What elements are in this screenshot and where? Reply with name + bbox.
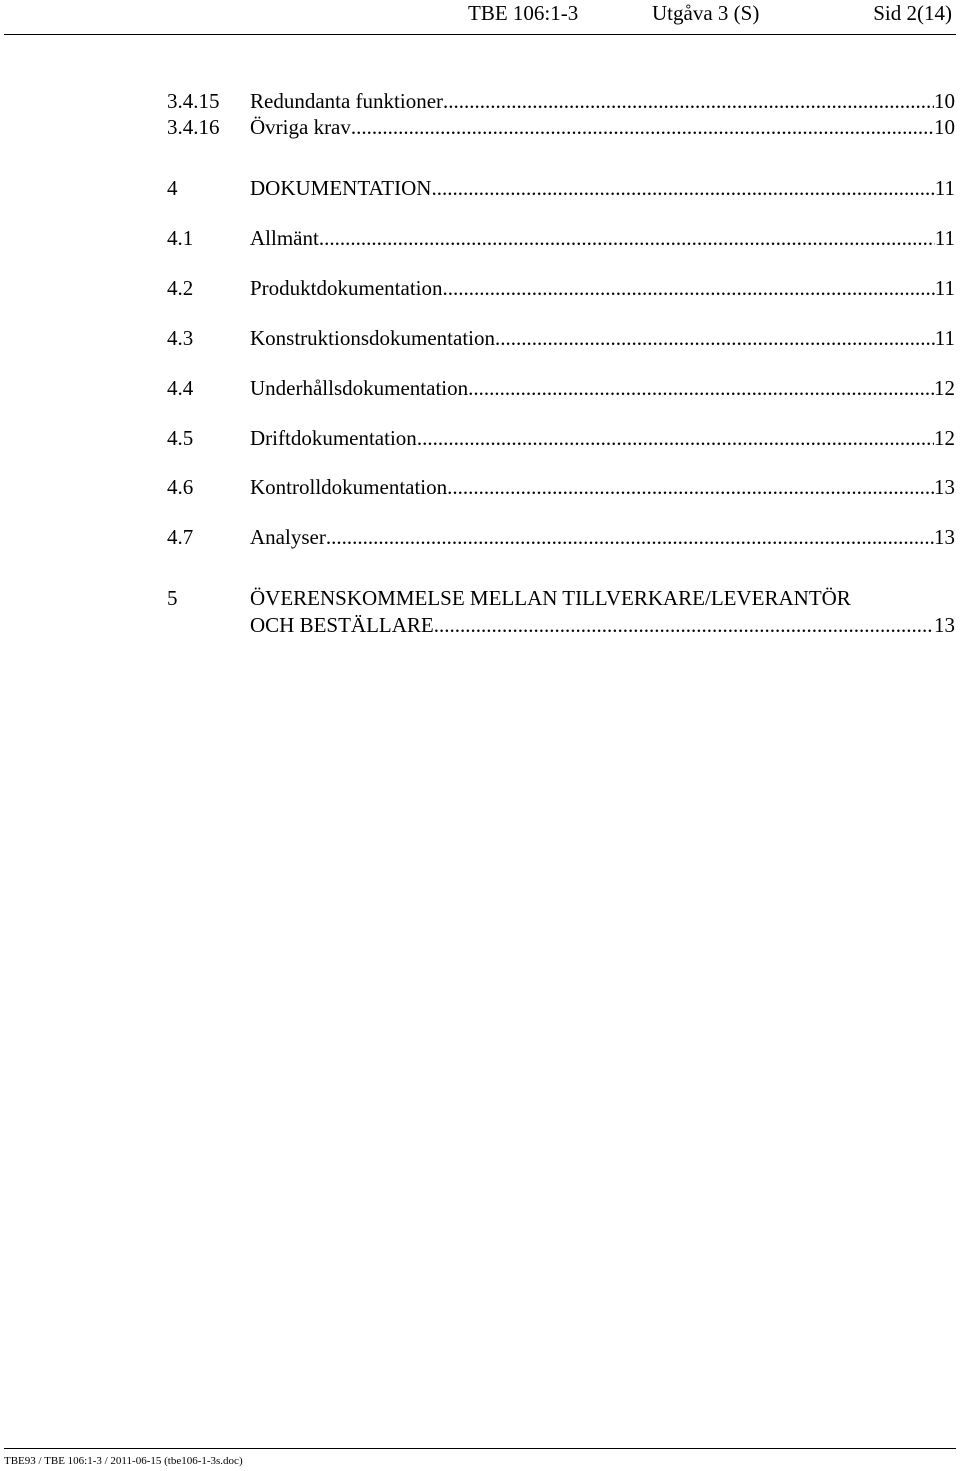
dot-leader — [443, 275, 935, 301]
toc-entry-page: 13 — [934, 613, 955, 637]
page-footer — [0, 1448, 960, 1471]
toc-entry-title: Konstruktionsdokumentation — [250, 326, 495, 350]
toc-entry-page: 11 — [934, 226, 955, 250]
toc-entry-number: 4.3 — [167, 326, 194, 350]
toc-entry-number: 4.6 — [167, 475, 194, 499]
toc-entry-4-4[interactable] — [167, 375, 955, 401]
toc-entry-title-line1: ÖVERENSKOMMELSE MELLAN TILLVERKARE/LEVERANTÖR — [250, 586, 851, 610]
page-number: Sid 2(14) — [873, 1, 952, 25]
toc-entry-4[interactable] — [167, 175, 955, 201]
toc-entry-title: Allmänt — [250, 226, 319, 250]
toc-entry-title: Driftdokumentation — [250, 426, 417, 450]
dot-leader — [443, 88, 934, 114]
dot-leader — [495, 325, 935, 351]
footer-divider — [4, 1448, 956, 1449]
toc-entry-title: DOKUMENTATION — [250, 176, 432, 200]
toc-entry-3-4-15[interactable] — [167, 88, 955, 114]
toc-entry-page: 10 — [934, 115, 955, 139]
toc-entry-4-2[interactable] — [167, 275, 955, 301]
toc-entry-page: 11 — [934, 276, 955, 300]
dot-leader — [319, 225, 935, 251]
toc-entry-page: 12 — [934, 376, 955, 400]
toc-entry-page: 13 — [934, 475, 955, 499]
dot-leader — [326, 524, 934, 550]
toc-entry-4-5[interactable] — [167, 425, 955, 451]
toc-entry-number: 5 — [167, 586, 178, 610]
toc-entry-title: Underhållsdokumentation — [250, 376, 469, 400]
dot-leader — [468, 375, 934, 401]
dot-leader — [431, 175, 934, 201]
toc-entry-page: 10 — [934, 89, 955, 113]
toc-entry-number: 4.2 — [167, 276, 194, 300]
dot-leader — [417, 425, 934, 451]
toc-entry-4-7[interactable] — [167, 524, 955, 550]
dot-leader — [434, 612, 934, 638]
toc-entry-number: 3.4.15 — [167, 89, 220, 113]
footer-document-reference: TBE93 / TBE 106:1-3 / 2011-06-15 (tbe106-1-3s.doc) — [4, 1455, 243, 1467]
toc-entry-page: 11 — [934, 326, 955, 350]
toc-entry-title: Redundanta funktioner — [250, 89, 444, 113]
toc-entry-5[interactable] — [167, 585, 955, 639]
toc-entry-3-4-16[interactable] — [167, 114, 955, 140]
edition-label: Utgåva 3 (S) — [652, 1, 760, 25]
toc-entry-number: 4.4 — [167, 376, 194, 400]
toc-entry-page: 11 — [934, 176, 955, 200]
header-divider — [4, 34, 956, 35]
toc-entry-4-1[interactable] — [167, 225, 955, 251]
toc-entry-title: OCH BESTÄLLARE — [250, 613, 434, 637]
toc-entry-title: Produktdokumentation — [250, 276, 443, 300]
dot-leader — [447, 474, 934, 500]
toc-entry-number: 3.4.16 — [167, 115, 220, 139]
toc-entry-page: 12 — [934, 426, 955, 450]
toc-entry-4-6[interactable] — [167, 474, 955, 500]
toc-entry-title: Övriga krav — [250, 115, 351, 139]
toc-entry-4-3[interactable] — [167, 325, 955, 351]
toc-entry-title: Kontrolldokumentation — [250, 475, 448, 499]
toc-entry-page: 13 — [934, 525, 955, 549]
toc-entry-number: 4.5 — [167, 426, 194, 450]
dot-leader — [351, 114, 934, 140]
toc-entry-number: 4.1 — [167, 226, 194, 250]
page-header — [0, 0, 960, 36]
toc-entry-number: 4 — [167, 176, 178, 200]
toc-entry-number: 4.7 — [167, 525, 194, 549]
document-id: TBE 106:1-3 — [468, 1, 579, 25]
toc-entry-title: Analyser — [250, 525, 326, 549]
